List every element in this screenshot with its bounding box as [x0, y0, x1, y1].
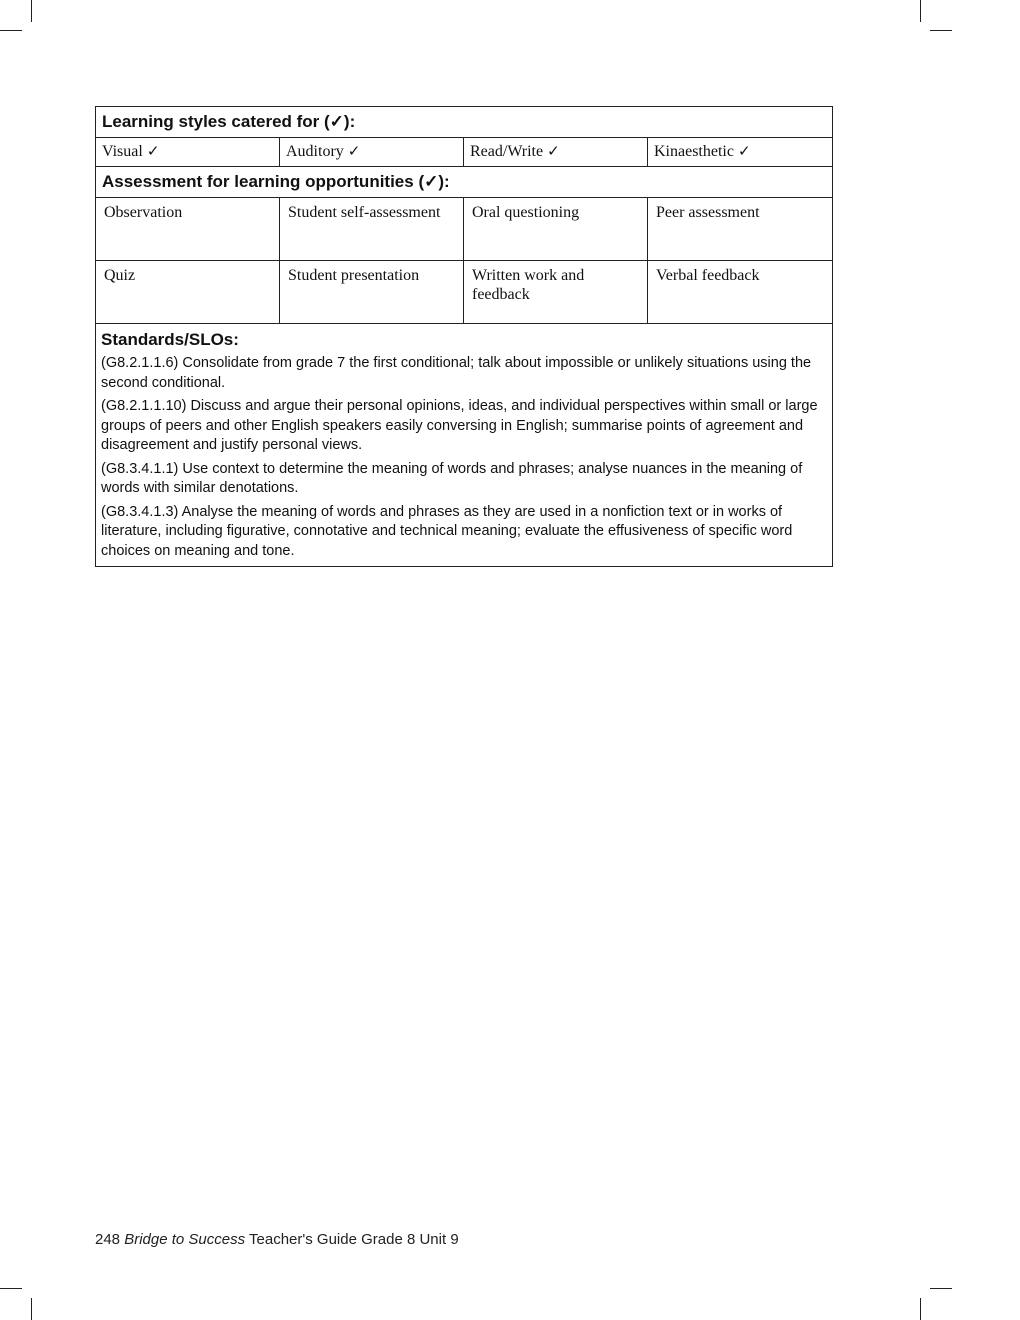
page-footer	[95, 1231, 459, 1248]
crop-mark	[930, 1288, 952, 1289]
page-number: 248	[95, 1231, 121, 1248]
style-label: Auditory	[286, 143, 344, 160]
crop-mark	[920, 0, 921, 22]
assessment-cell: Peer assessment	[648, 198, 833, 261]
footer-subtitle: Teacher's Guide Grade 8 Unit 9	[249, 1231, 459, 1248]
learning-styles-heading: Learning styles catered for (✓):	[96, 107, 833, 138]
assessment-cell: Written work and feedback	[464, 261, 648, 324]
assessment-cell: Student self-assessment	[280, 198, 464, 261]
standards-heading: Standards/SLOs:	[101, 330, 239, 349]
assessment-cell: Observation	[96, 198, 280, 261]
check-icon: ✓	[146, 142, 160, 160]
check-icon: ✓	[547, 142, 560, 160]
assessment-cell: Verbal feedback	[648, 261, 833, 324]
assessment-cell: Oral questioning	[464, 198, 648, 261]
standard-item: (G8.3.4.1.1) Use context to determine the meaning of words and phrases; analyse nuances in the meaning of words with similar denotations.	[101, 460, 803, 496]
crop-mark	[0, 1288, 22, 1289]
check-icon: ✓	[737, 142, 751, 160]
style-label: Kinaesthetic	[654, 143, 734, 160]
standards-section	[96, 324, 833, 567]
assessment-cell: Quiz	[96, 261, 280, 324]
crop-mark	[930, 30, 952, 31]
crop-mark	[31, 0, 32, 22]
crop-mark	[31, 1298, 32, 1320]
style-read-write	[464, 138, 648, 167]
crop-mark	[0, 30, 22, 31]
check-icon: ✓	[347, 142, 361, 160]
standard-item: (G8.2.1.1.10) Discuss and argue their personal opinions, ideas, and individual perspectives within small or large groups of peers and other English speakers easily conversing in English; summarise points of agreement and disagreement and justify personal views.	[101, 398, 818, 453]
standard-item: (G8.2.1.1.6) Consolidate from grade 7 the first conditional; talk about impossible or unlikely situations using the second conditional.	[101, 355, 812, 391]
style-auditory	[280, 138, 464, 167]
standard-item: (G8.3.4.1.3) Analyse the meaning of words and phrases as they are used in a nonfiction text or in works of literature, including figurative, connotative and technical meaning; evaluate the effusiveness of specific word choices on meaning and tone.	[101, 503, 793, 559]
assessment-cell: Student presentation	[280, 261, 464, 324]
style-label: Visual	[102, 143, 143, 160]
assessment-heading: Assessment for learning opportunities (✓):	[96, 167, 833, 198]
style-kinaesthetic	[648, 138, 833, 167]
crop-mark	[920, 1298, 921, 1320]
style-label: Read/Write	[470, 143, 544, 160]
lesson-plan-table	[95, 106, 833, 567]
style-visual	[96, 138, 280, 167]
book-title: Bridge to Success	[124, 1231, 246, 1248]
